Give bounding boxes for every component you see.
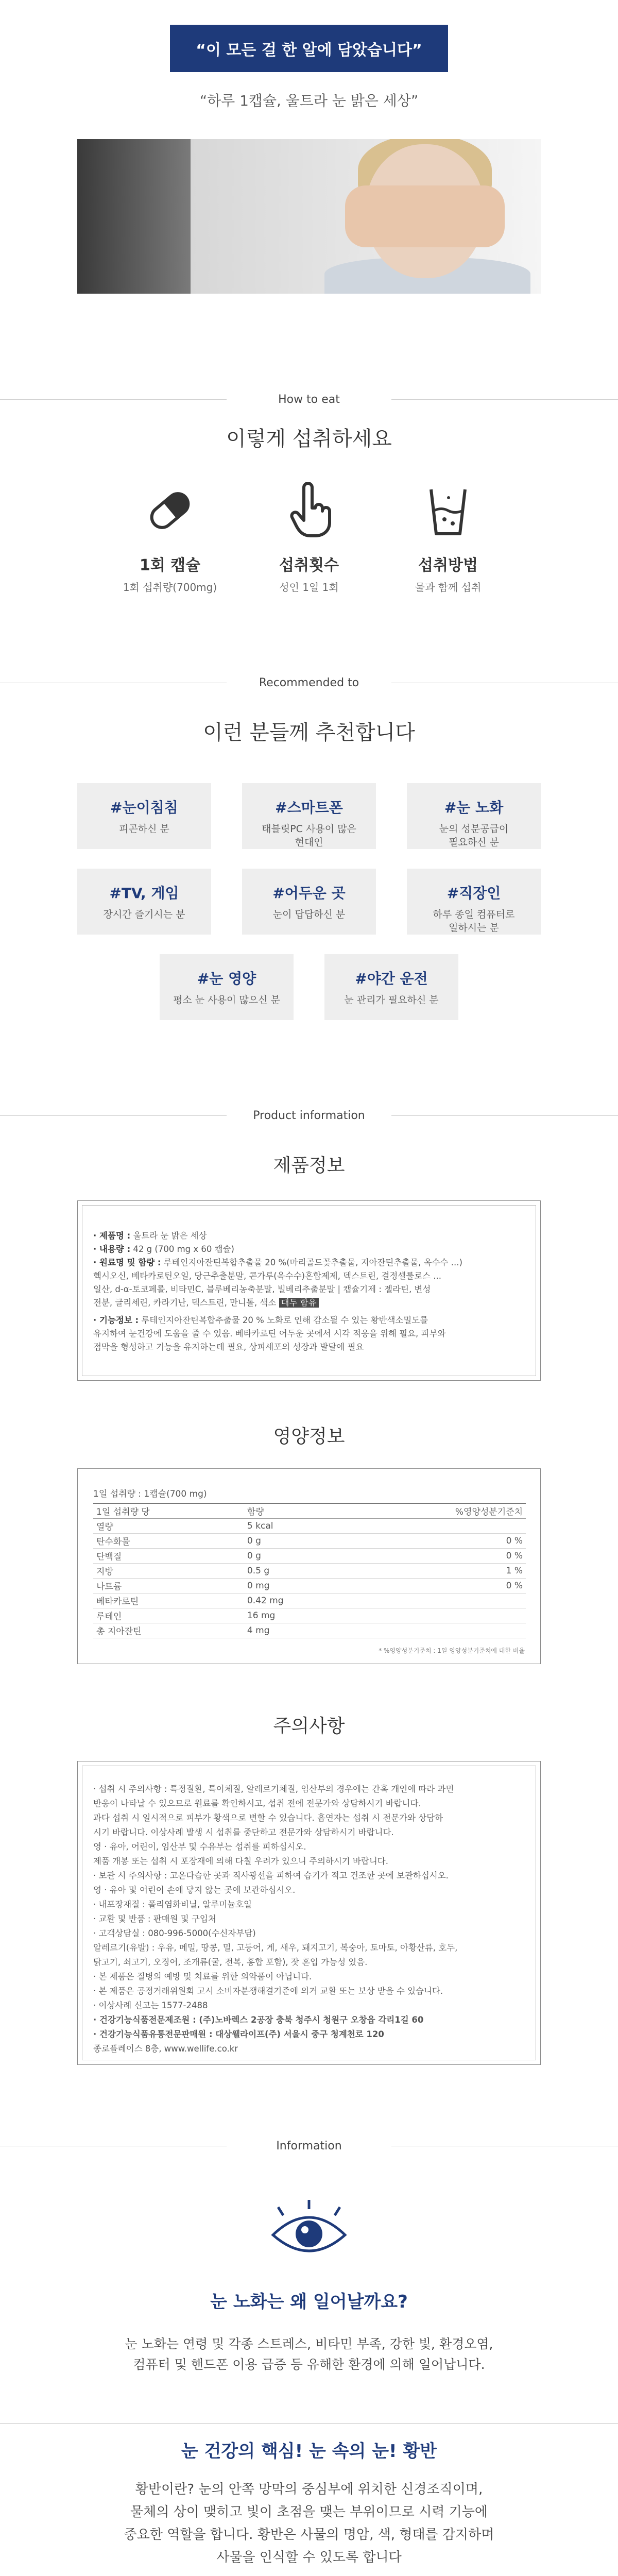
recommended-label: Recommended to [259,676,359,689]
how-to-eat-label: How to eat [278,393,340,406]
product-info-title: 제품정보 [273,1155,345,1176]
caution-line: 종로플레이스 8층, www.wellife.co.kr [93,2044,238,2054]
caution-line: 영 · 유아 및 어린이 손에 닿지 않는 곳에 보관하십시오. [93,1885,296,1895]
table-row: 지방 0.5 g 1 % [93,1563,526,1578]
eye-aging-answer: 눈 노화는 연령 및 각종 스트레스, 비타민 부족, 강한 빛, 환경오염, 컴퓨터 및 핸드폰 이용 급증 등 유해한 환경에 의해 일어납니다. [125,2336,493,2372]
hero-subtitle: “하루 1캡슐, 울트라 눈 밝은 세상” [199,92,419,109]
nutrition-footnote: * %영양성분기준치 : 1일 영양성분기준치에 대한 비율 [379,1647,525,1654]
caution-line: 닭고기, 쇠고기, 오징어, 조개류(굴, 전복, 홍합 포함), 잣 혼입 가능성 있음. [93,1957,368,1967]
hero-banner: “이 모든 걸 한 알에 담았습니다” [170,25,448,72]
table-row: 단백질 0 g 0 % [93,1548,526,1563]
information-header [0,2138,618,2154]
rec-card-office-worker [407,869,541,935]
step-method-desc: 물과 함께 섭취 [415,581,482,594]
step-capsule [108,482,232,594]
hands-covering-eyes-shape [345,185,505,247]
info-line-name: · 제품명 : 울트라 눈 밝은 세상 [93,1231,207,1241]
info-line-function-2: 유지하여 눈건강에 도움을 줄 수 있음. 베타카로틴 어두운 곳에서 시각 적응을 위해 필요, 피부와 [93,1329,446,1338]
soy-highlight-badge: 대두 함유 [279,1298,319,1308]
rec-desc: 눈의 성분공급이 필요하신 분 [439,823,509,848]
rec-tag: #야간 운전 [355,970,428,987]
rec-desc: 평소 눈 사용이 많으신 분 [173,994,280,1006]
rec-card-smartphone [242,783,376,849]
caution-line: · 교환 및 반품 : 판매원 및 구입처 [93,1914,216,1924]
rec-card-dim-eyes [77,783,211,849]
eye-aging-question: 눈 노화는 왜 일어날까요? [210,2292,408,2312]
product-info-label: Product information [253,1109,365,1122]
info-line-ingredients-4: 전분, 글리세린, 카라기난, 덱스트린, 만니톨, 색소 대두 함유 [93,1296,526,1308]
caution-box [77,1761,541,2065]
how-to-eat-header [0,392,618,407]
table-row: 총 지아잔틴 4 mg [93,1623,526,1638]
table-row: 나트륨 0 mg 0 % [93,1578,526,1593]
caution-line: · 고객상담실 : 080-996-5000(수신자부담) [93,1928,256,1938]
eye-icon [263,2195,355,2267]
recommended-title: 이런 분들께 추천합니다 [203,721,415,744]
macula-title: 눈 건강의 핵심! 눈 속의 눈! 황반 [181,2441,437,2462]
rec-desc: 눈이 답답하신 분 [272,909,346,920]
step-method [386,482,510,594]
caution-line: · 본 제품은 질병의 예방 및 치료를 위한 의약품이 아닙니다. [93,1972,312,1981]
pointing-hand-icon [281,482,337,539]
rec-card-eye-nutrition [160,954,294,1020]
capsule-icon [142,482,198,539]
table-row: 루테인 16 mg [93,1608,526,1623]
nutrition-title: 영양정보 [273,1426,345,1447]
caution-title: 주의사항 [273,1716,345,1737]
caution-line: · 보관 시 주의사항 : 고온다습한 곳과 직사광선을 피하여 습기가 적고 건조한 곳에 보관하십시오. [93,1871,449,1880]
step-capsule-desc: 1회 섭취량(700mg) [123,581,217,594]
nutrition-table [93,1503,526,1638]
macula-description: 황반이란? 눈의 안쪽 망막의 중심부에 위치한 신경조직이며, 물체의 상이 맺히고 빛이 초점을 맺는 부위이므로 시력 기능에 중요한 역할을 합니다. 황반은 사물의 명암, 색, 형태를 감지하며 사물을 인식할 수 있도록 합니다 [124,2482,494,2565]
rec-tag: #어두운 곳 [272,885,346,902]
caution-line: 시기 바랍니다. 이상사례 발생 시 섭취를 중단하고 전문가와 상담하시기 바랍니다. [93,1827,394,1837]
nutrition-header-row: 1일 섭취량 당 함량 %영양성분기준치 [93,1503,526,1518]
table-row: 베타카로틴 0.42 mg [93,1593,526,1608]
product-info-header [0,1108,618,1123]
info-line-ingredients-2: 헥시오신, 베타카로틴오일, 당근추출분말, 콘가루(옥수수)혼합제제, 덱스트린, 결정셀룰로스 ... [93,1271,442,1281]
how-to-eat-title: 이렇게 섭취하세요 [226,427,392,451]
rec-tag: #눈 영양 [197,970,256,987]
rec-desc: 하루 종일 컴퓨터로 일하시는 분 [433,909,515,934]
table-row: 열량 5 kcal [93,1518,526,1533]
step-capsule-title: 1회 캡슐 [139,556,201,574]
caution-line: 영 · 유아, 어린이, 임산부 및 수유부는 섭취를 피하십시오. [93,1842,306,1852]
info-line-function-3: 점막을 형성하고 기능을 유지하는데 필요, 상피세포의 성장과 발달에 필요 [93,1342,364,1352]
table-row: 탄수화물 0 g 0 % [93,1533,526,1548]
step-frequency-title: 섭취횟수 [279,556,339,574]
rec-desc: 눈 관리가 필요하신 분 [344,994,439,1006]
caution-line: · 건강기능식품전문제조원 : (주)노바렉스 2공장 충북 청주시 청원구 오창읍 각리1길 60 [93,2015,424,2025]
section-divider [0,2421,618,2426]
info-line-volume: · 내용량 : 42 g (700 mg x 60 캡슐) [93,1244,234,1254]
caution-line: 반응이 나타날 수 있으므로 원료를 확인하시고, 섭취 전에 전문가와 상담하시기 바랍니다. [93,1799,421,1808]
rec-desc: 피곤하신 분 [119,823,169,835]
information-label: Information [276,2140,342,2153]
rec-tag: #TV, 게임 [109,885,179,902]
caution-line: 알레르기(유발) : 우유, 메밀, 땅콩, 밀, 고등어, 게, 새우, 돼지고기, 복숭아, 토마토, 아황산류, 호두, [93,1943,458,1953]
rec-tag: #눈이침침 [110,799,178,816]
step-frequency-desc: 성인 1일 1회 [279,581,339,594]
caution-line: · 내포장재질 : 폴리염화비닐, 알루미늄호일 [93,1900,252,1909]
rec-card-eye-aging [407,783,541,849]
recommended-header [0,675,618,690]
hero-photo [77,139,541,294]
caution-line: · 섭취 시 주의사항 : 특정질환, 특이체질, 알레르기체질, 임산부의 경우에는 간혹 개인에 따라 과민 [93,1784,454,1794]
nutrition-caption: 1일 섭취량 : 1캡슐(700 mg) [93,1489,207,1499]
nutrition-box [77,1468,541,1664]
step-method-title: 섭취방법 [418,556,478,574]
rec-tag: #직장인 [447,885,501,902]
water-glass-icon [420,482,476,539]
rec-card-dark-place [242,869,376,935]
monitor-shape [77,139,191,294]
rec-desc: 태블릿PC 사용이 많은 현대인 [262,823,356,848]
rec-card-tv-game [77,869,211,935]
info-line-ingredients: · 원료명 및 함량 : 루테인지아잔틴복합추출물 20 %(마리골드꽃추출물, 지아잔틴추출물, 옥수수 ...) [93,1258,462,1267]
rec-desc: 장시간 즐기시는 분 [103,909,185,920]
caution-line: · 본 제품은 공정거래위원회 고시 소비자분쟁해결기준에 의거 교환 또는 보상 받을 수 있습니다. [93,1986,443,1996]
product-info-box [77,1200,541,1381]
rec-card-night-driving [324,954,458,1020]
caution-line: · 건강기능식품유통전문판매원 : 대상웰라이프(주) 서울시 중구 청계천로 120 [93,2029,384,2039]
rec-tag: #눈 노화 [444,799,504,816]
caution-line: 과다 섭취 시 일시적으로 피부가 황색으로 변할 수 있습니다. 흡연자는 섭취 시 전문가와 상담하 [93,1813,443,1823]
caution-line: · 이상사례 신고는 1577-2488 [93,2001,208,2010]
step-frequency [247,482,371,594]
caution-line: 제품 개봉 또는 섭취 시 포장재에 의해 다칠 우려가 있으니 주의하시기 바랍니다. [93,1856,388,1866]
info-line-function: · 기능정보 : 루테인지아잔틴복합추출물 20 % 노화로 인해 감소될 수 있는 황반색소밀도를 [93,1315,428,1325]
info-line-ingredients-3: 일산, d-α-토코페롤, 비타민C, 블루베리농축분말, 빌베리추출분말 | 캡슐기제 : 젤라틴, 변성 [93,1284,431,1294]
rec-tag: #스마트폰 [275,799,343,816]
